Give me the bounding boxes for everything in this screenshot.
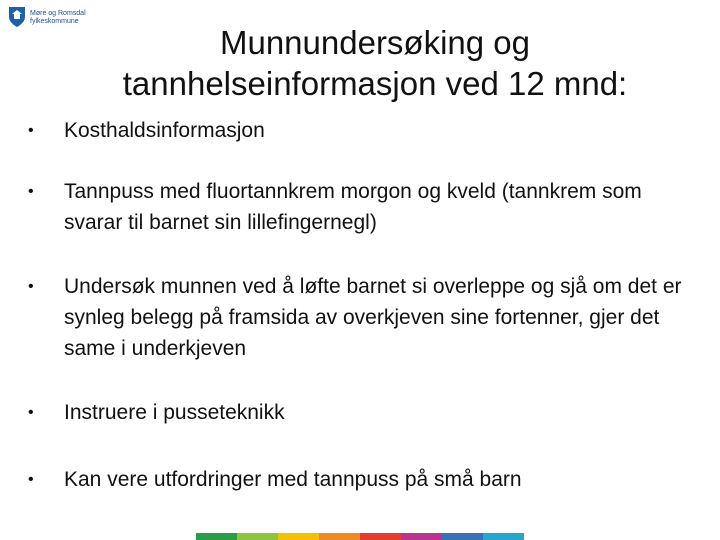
bullet-text: Undersøk munnen ved å løfte barnet si overleppe og sjå om det er synleg belegg på framsida av overkjeven sine fortenner, gjer det same i underkjeven: [64, 275, 682, 360]
bullet-text: Kan vere utfordringer med tannpuss på små barn: [64, 468, 522, 491]
bullet-marker: •: [28, 122, 34, 139]
bullet-item: [28, 115, 700, 146]
bullet-item: [28, 464, 700, 495]
color-bar-segment: [278, 533, 319, 540]
bullet-item: [28, 176, 700, 238]
color-bar-segment: [319, 533, 360, 540]
bullet-marker: •: [28, 278, 34, 295]
decorative-color-bar: [196, 533, 524, 540]
bullet-text: Instruere i pusseteknikk: [64, 401, 285, 424]
bullet-text: Kosthaldsinformasjon: [64, 119, 265, 142]
color-bar-segment: [196, 533, 237, 540]
logo-line-1: Møre og Romsdal: [30, 10, 86, 17]
color-bar-segment: [237, 533, 278, 540]
color-bar-segment: [442, 533, 483, 540]
bullet-list: [28, 115, 700, 495]
color-bar-segment: [401, 533, 442, 540]
bullet-item: [28, 397, 700, 428]
title-line-2: tannhelseinformasjon ved 12 mnd:: [122, 65, 628, 102]
color-bar-segment: [483, 533, 524, 540]
logo-line-2: fylkeskommune: [30, 18, 79, 25]
slide-title: [0, 22, 720, 104]
bullet-marker: •: [28, 404, 34, 421]
bullet-marker: •: [28, 471, 34, 488]
bullet-item: [28, 271, 700, 364]
bullet-marker: •: [28, 183, 34, 200]
title-line-1: Munnundersøking og: [219, 24, 531, 61]
bullet-text: Tannpuss med fluortannkrem morgon og kveld (tannkrem som svarar til barnet sin lillefingernegl): [64, 180, 642, 234]
color-bar-segment: [360, 533, 401, 540]
